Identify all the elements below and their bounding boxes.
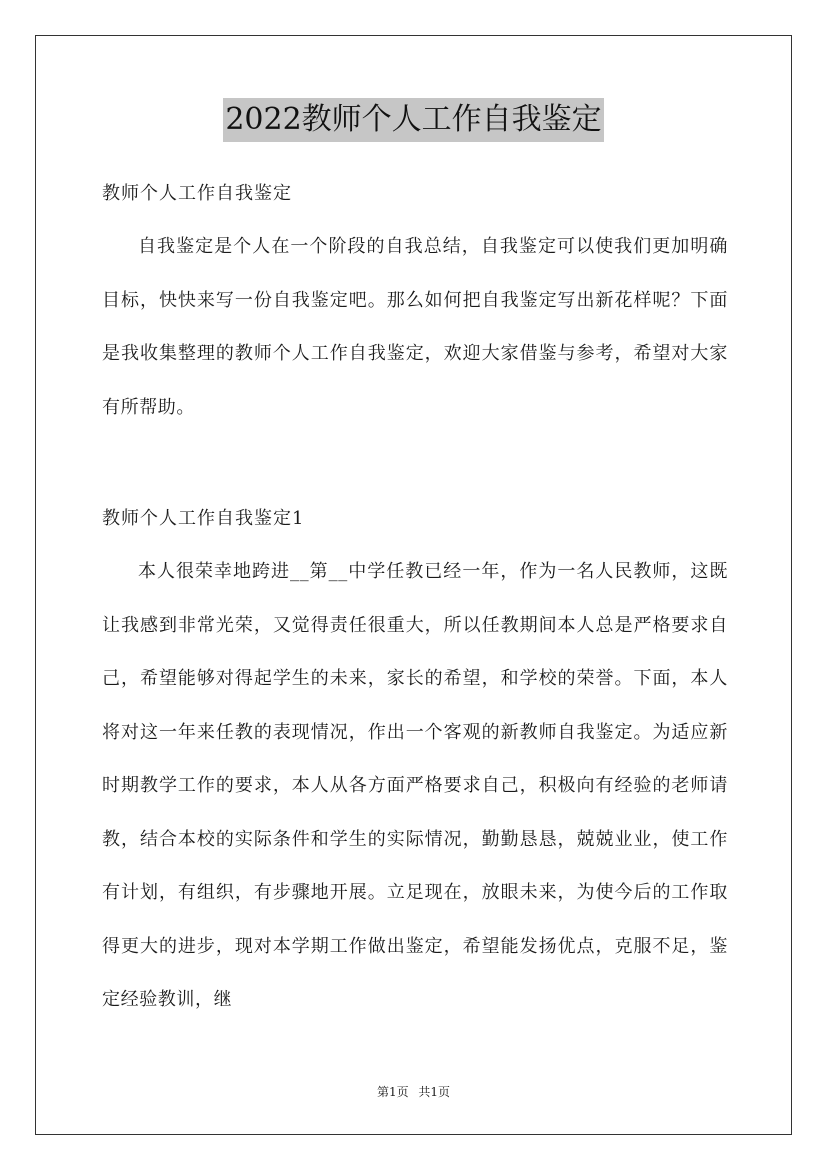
title-container xyxy=(0,98,827,142)
page-number: 第1页 xyxy=(376,1085,409,1099)
page-footer xyxy=(0,1084,827,1100)
section1-paragraph: 本人很荣幸地跨进__第__中学任教已经一年，作为一名人民教师，这既让我感到非常光荣，又觉得责任很重大，所以任教期间本人总是严格要求自己，希望能够对得起学生的未来，家长的希望，和学校的荣誉。下面，本人将对这一年来任教的表现情况，作出一个客观的新教师自我鉴定。为适应新时期教学工作的要求，本人从各方面严格要求自己，积极向有经验的老师请教，结合本校的实际条件和学生的实际情况，勤勤恳恳，兢兢业业，使工作有计划，有组织，有步骤地开展。立足现在，放眼未来，为使今后的工作取得更大的进步，现对本学期工作做出鉴定，希望能发扬优点，克服不足，鉴定经验教训，继 xyxy=(102,561,728,1010)
document-title: 2022教师个人工作自我鉴定 xyxy=(223,98,603,142)
intro-heading: 教师个人工作自我鉴定 xyxy=(102,183,292,204)
intro-paragraph: 自我鉴定是个人在一个阶段的自我总结，自我鉴定可以使我们更加明确目标，快快来写一份自我鉴定吧。那么如何把自我鉴定写出新花样呢？下面是我收集整理的教师个人工作自我鉴定，欢迎大家借鉴与参考，希望对大家有所帮助。 xyxy=(102,236,728,418)
page-total: 共1页 xyxy=(418,1085,451,1099)
section1-heading: 教师个人工作自我鉴定1 xyxy=(102,508,305,529)
